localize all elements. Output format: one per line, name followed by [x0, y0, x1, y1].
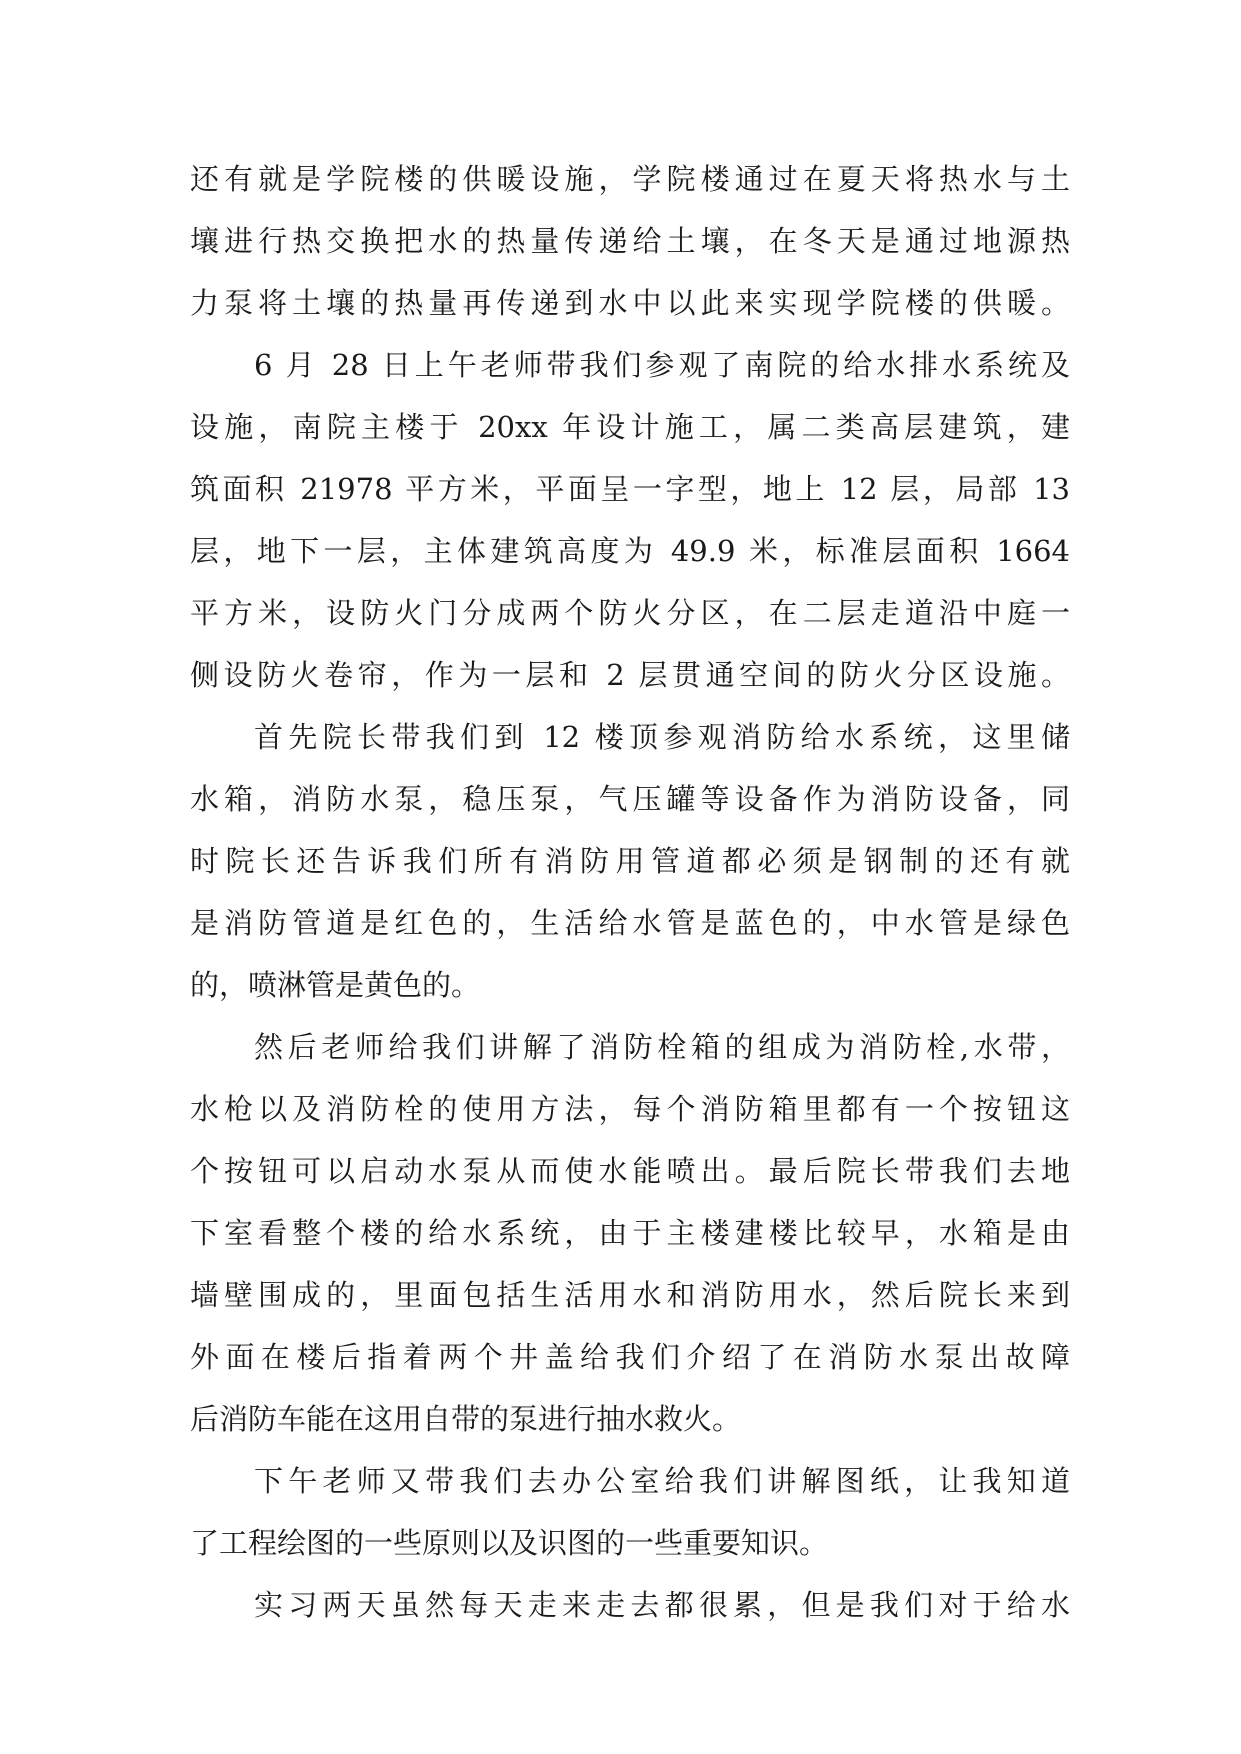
text-line: 时院长还告诉我们所有消防用管道都必须是钢制的还有就	[190, 844, 1070, 878]
text-line: 实习两天虽然每天走来走去都很累，但是我们对于给水	[254, 1588, 1070, 1622]
text-line: 层，地下一层，主体建筑高度为 49.9 米，标准层面积 1664	[190, 534, 1070, 568]
text-line: 设施，南院主楼于 20xx 年设计施工，属二类高层建筑，建	[190, 410, 1070, 444]
text-line: 后消防车能在这用自带的泵进行抽水救火。	[190, 1402, 742, 1436]
text-line: 了工程绘图的一些原则以及识图的一些重要知识。	[190, 1526, 829, 1560]
text-line: 水箱，消防水泵，稳压泵，气压罐等设备作为消防设备，同	[190, 782, 1070, 816]
text-line: 外面在楼后指着两个井盖给我们介绍了在消防水泵出故障	[190, 1340, 1070, 1374]
text-line: 首先院长带我们到 12 楼顶参观消防给水系统，这里储	[254, 720, 1070, 754]
text-line: 还有就是学院楼的供暖设施，学院楼通过在夏天将热水与土	[190, 162, 1070, 196]
text-line: 筑面积 21978 平方米，平面呈一字型，地上 12 层，局部 13	[190, 472, 1070, 506]
text-line: 然后老师给我们讲解了消防栓箱的组成为消防栓,水带，	[254, 1030, 1070, 1064]
text-line: 6 月 28 日上午老师带我们参观了南院的给水排水系统及	[254, 348, 1070, 382]
text-line: 壤进行热交换把水的热量传递给土壤，在冬天是通过地源热	[190, 224, 1070, 258]
text-line: 水枪以及消防栓的使用方法，每个消防箱里都有一个按钮这	[190, 1092, 1070, 1126]
text-line: 的，喷淋管是黄色的。	[190, 968, 481, 1002]
text-line: 力泵将土壤的热量再传递到水中以此来实现学院楼的供暖。	[190, 286, 1070, 320]
text-line: 下午老师又带我们去办公室给我们讲解图纸，让我知道	[254, 1464, 1070, 1498]
text-line: 平方米，设防火门分成两个防火分区，在二层走道沿中庭一	[190, 596, 1070, 630]
text-line: 是消防管道是红色的，生活给水管是蓝色的，中水管是绿色	[190, 906, 1070, 940]
text-line: 下室看整个楼的给水系统，由于主楼建楼比较早，水箱是由	[190, 1216, 1070, 1250]
text-line: 个按钮可以启动水泵从而使水能喷出。最后院长带我们去地	[190, 1154, 1070, 1188]
text-line: 墙壁围成的，里面包括生活用水和消防用水，然后院长来到	[190, 1278, 1070, 1312]
text-line: 侧设防火卷帘，作为一层和 2 层贯通空间的防火分区设施。	[190, 658, 1070, 692]
